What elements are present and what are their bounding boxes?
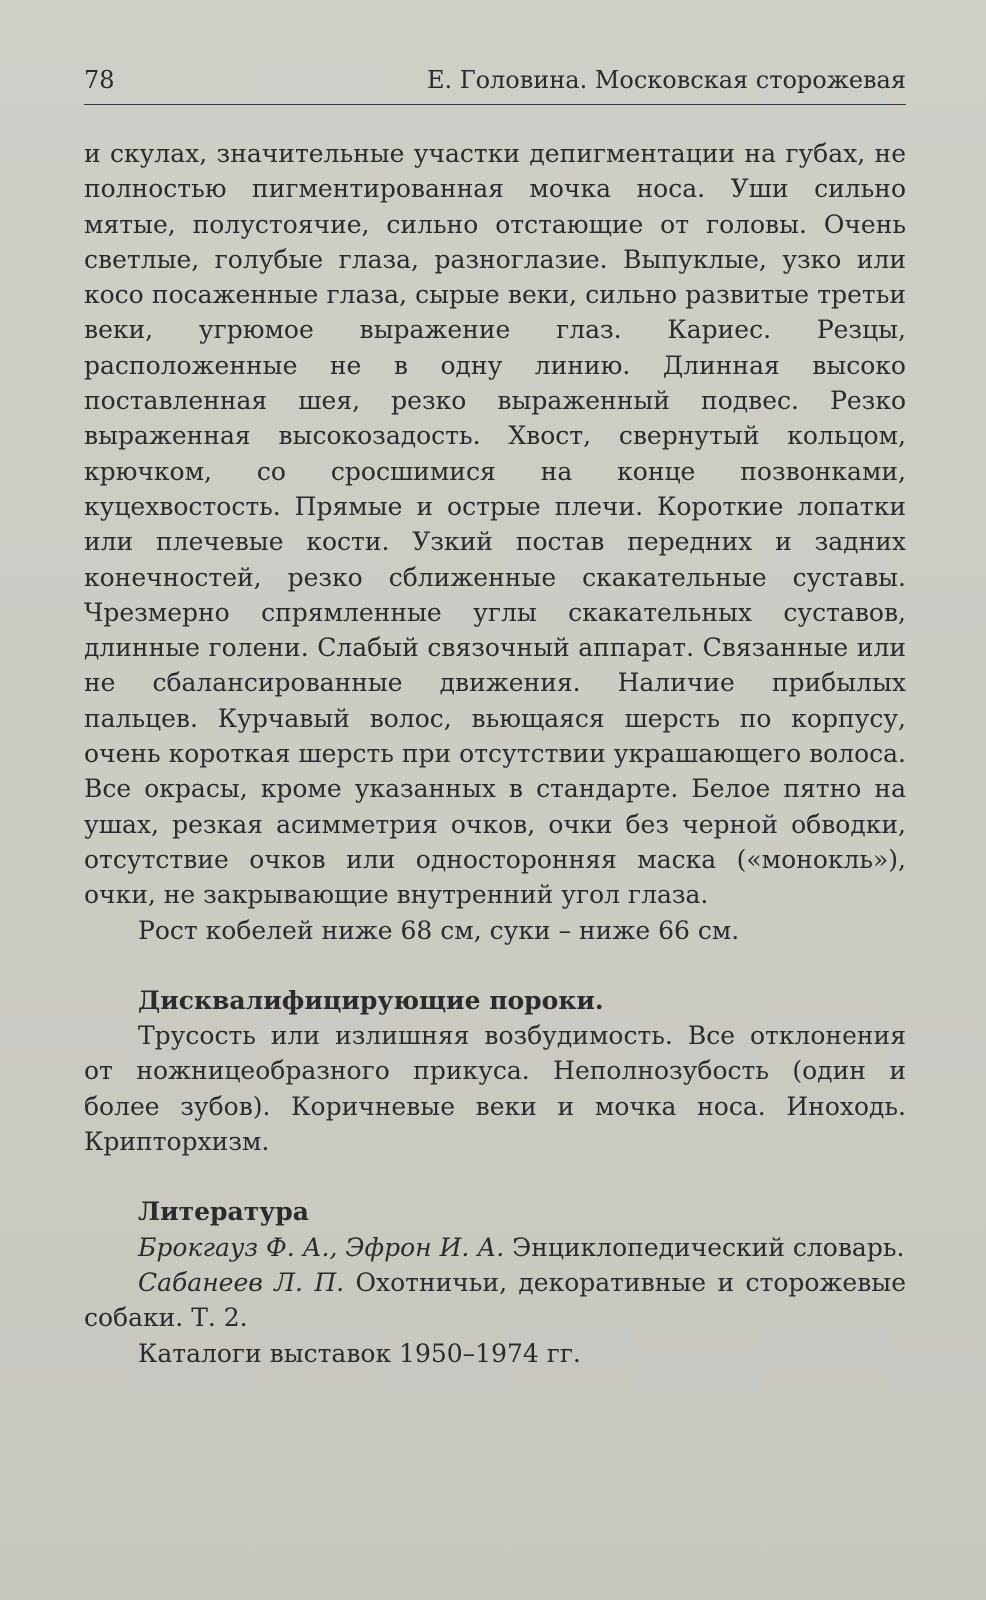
disqualifying-heading: Дисквалифицирующие пороки. [138, 985, 604, 1015]
running-title: Е. Головина. Московская сторожевая [426, 66, 906, 94]
literature-heading: Литература [138, 1197, 309, 1227]
page-number: 78 [84, 66, 115, 94]
literature-title: Каталоги выставок 1950–1974 гг. [138, 1338, 581, 1368]
page-header [84, 60, 906, 105]
literature-title: Энциклопедический словарь. [504, 1232, 905, 1262]
body-text [84, 136, 906, 1371]
literature-entry [84, 1336, 906, 1371]
disqualifying-paragraph: Трусость или излишняя возбудимость. Все отклонения от ножницеобразного прикуса. Неполнозубость (один и более зубов). Коричневые веки и мочка носа. Иноходь. Крипторхизм. [84, 1021, 906, 1157]
literature-title: Охотничьи, декоративные и сторожевые собаки. Т. 2. [84, 1267, 906, 1333]
height-paragraph: Рост кобелей ниже 68 см, суки – ниже 66 см. [138, 915, 740, 945]
literature-author: Брокгауз Ф. А., Эфрон И. А. [138, 1232, 505, 1262]
literature-author: Сабанеев Л. П. [138, 1267, 345, 1297]
faults-paragraph: и скулах, значительные участки депигментации на губах, не полностью пигментированная мочка носа. Уши сильно мятые, полустоячие, сильно отстающие от головы. Очень светлые, голубые глаза, разноглазие. Выпуклые, узко или косо посаженные глаза, сырые веки, сильно развитые третьи веки, угрюмое выражение глаз. Кариес. Резцы, расположенные не в одну линию. Длинная высоко поставленная шея, резко выраженный подвес. Резко выраженная высокозадость. Хвост, свернутый кольцом, крючком, со сросшимися на конце позвонками, куцехвостость. Прямые и острые плечи. Короткие лопатки или плечевые кости. Узкий постав передних и задних конечностей, резко сближенные скакательные суставы. Чрезмерно спрямленные углы скакательных суставов, длинные голени. Слабый связочный аппарат. Связанные или не сбалансированные движения. Наличие прибылых пальцев. Курчавый волос, вьющаяся шерсть по корпусу, очень короткая шерсть при отсутствии украшающего волоса. Все окрасы, кроме указанных в стандарте. Белое пятно на ушах, резкая асимметрия очков, очки без черной обводки, отсутствие очков или односторонняя маска («монокль»), очки, не закрывающие внутренний угол глаза. [84, 139, 906, 910]
literature-entry [84, 1265, 906, 1336]
literature-entry [84, 1230, 906, 1265]
